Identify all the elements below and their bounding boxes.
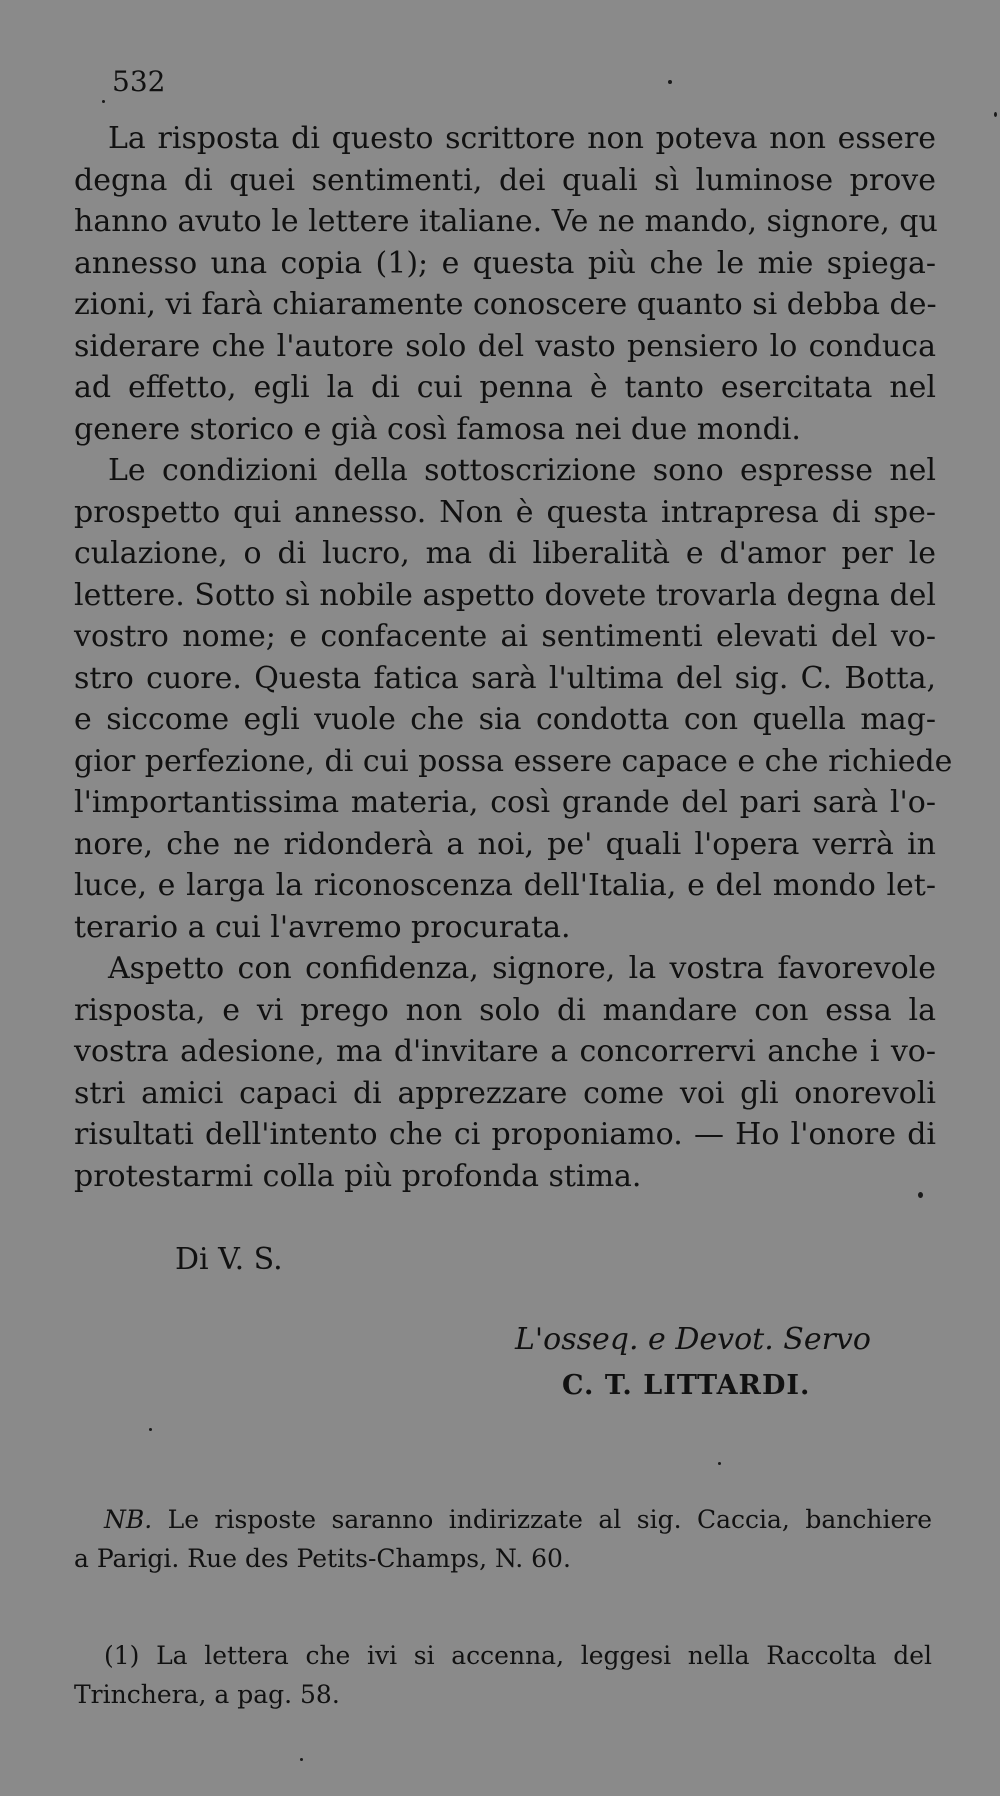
body-line: e siccome egli vuole che sia condotta con quella mag- — [74, 702, 936, 737]
body-line: vostra adesione, ma d'invitare a concorrervi anche i vo- — [74, 1034, 936, 1069]
body-line: lettere. Sotto sì nobile aspetto dovete trovarla degna del — [74, 577, 936, 613]
note-line: a Parigi. Rue des Petits-Champs, N. 60. — [74, 1544, 571, 1573]
body-line: culazione, o di lucro, ma di liberalità e d'amor per le — [74, 536, 936, 571]
print-speck — [918, 1192, 923, 1198]
print-speck — [668, 80, 672, 84]
body-line: gior perfezione, di cui possa essere capace e che richiede — [74, 743, 953, 779]
body-line: siderare che l'autore solo del vasto pensiero lo conduca — [74, 328, 936, 364]
letter-body — [74, 118, 953, 1197]
print-speck — [149, 1428, 152, 1431]
page-number: 532 — [112, 65, 166, 98]
body-line: zioni, vi farà chiaramente conoscere quanto si debba de- — [74, 287, 937, 322]
body-line: l'importantissima materia, così grande del pari sarà l'o- — [74, 785, 936, 820]
body-line: vostro nome; e confacente ai sentimenti elevati del vo- — [74, 619, 936, 654]
body-line: prospetto qui annesso. Non è questa intrapresa di spe- — [74, 494, 936, 530]
nb-note — [74, 1500, 932, 1578]
body-line: La risposta di questo scrittore non poteva non essere — [108, 121, 936, 156]
body-line: nore, che ne ridonderà a noi, pe' quali l'opera verrà in — [74, 826, 936, 862]
body-line: genere storico e già così famosa nei due mondi. — [74, 411, 801, 447]
print-speck — [718, 1462, 721, 1465]
body-line: stri amici capaci di apprezzare come voi gli onorevoli — [74, 1075, 936, 1111]
print-speck — [102, 100, 105, 103]
body-line: luce, e larga la riconoscenza dell'Italia, e del mondo let- — [74, 868, 936, 903]
body-line: ad effetto, egli la di cui penna è tanto esercitata nel — [74, 370, 936, 405]
body-line: terario a cui l'avremo procurata. — [74, 909, 571, 945]
signature-closing: L'osseq. e Devot. Servo — [515, 1322, 871, 1357]
body-line: protestarmi colla più profonda stima. — [74, 1158, 642, 1194]
body-line: degna di quei sentimenti, dei quali sì luminose prove — [74, 162, 936, 198]
print-speck — [300, 1758, 303, 1761]
footnote — [74, 1636, 932, 1714]
body-line: Le condizioni della sottoscrizione sono espresse nel — [108, 453, 936, 488]
body-line: hanno avuto le lettere italiane. Ve ne mando, signore, qu — [74, 204, 938, 239]
salutation: Di V. S. — [175, 1242, 283, 1277]
footnote-line: Trinchera, a pag. 58. — [74, 1680, 340, 1709]
nb-label: NB. — [104, 1505, 153, 1534]
body-line: risultati dell'intento che ci proponiamo. — Ho l'onore di — [74, 1117, 936, 1152]
print-speck — [994, 112, 997, 117]
note-text: Le risposte saranno indirizzate al sig. Caccia, banchiere — [167, 1505, 932, 1534]
body-line: risposta, e vi prego non solo di mandare con essa la — [74, 992, 936, 1028]
footnote-line: (1) La lettera che ivi si accenna, leggesi nella Raccolta del — [104, 1641, 932, 1670]
note-line — [74, 1500, 932, 1539]
body-line: stro cuore. Questa fatica sarà l'ultima del sig. C. Botta, — [74, 660, 936, 696]
signatory-name: C. T. LITTARDI. — [562, 1370, 811, 1401]
body-line: annesso una copia (1); e questa più che le mie spiega- — [74, 245, 936, 281]
body-line: Aspetto con confidenza, signore, la vostra favorevole — [108, 951, 936, 986]
